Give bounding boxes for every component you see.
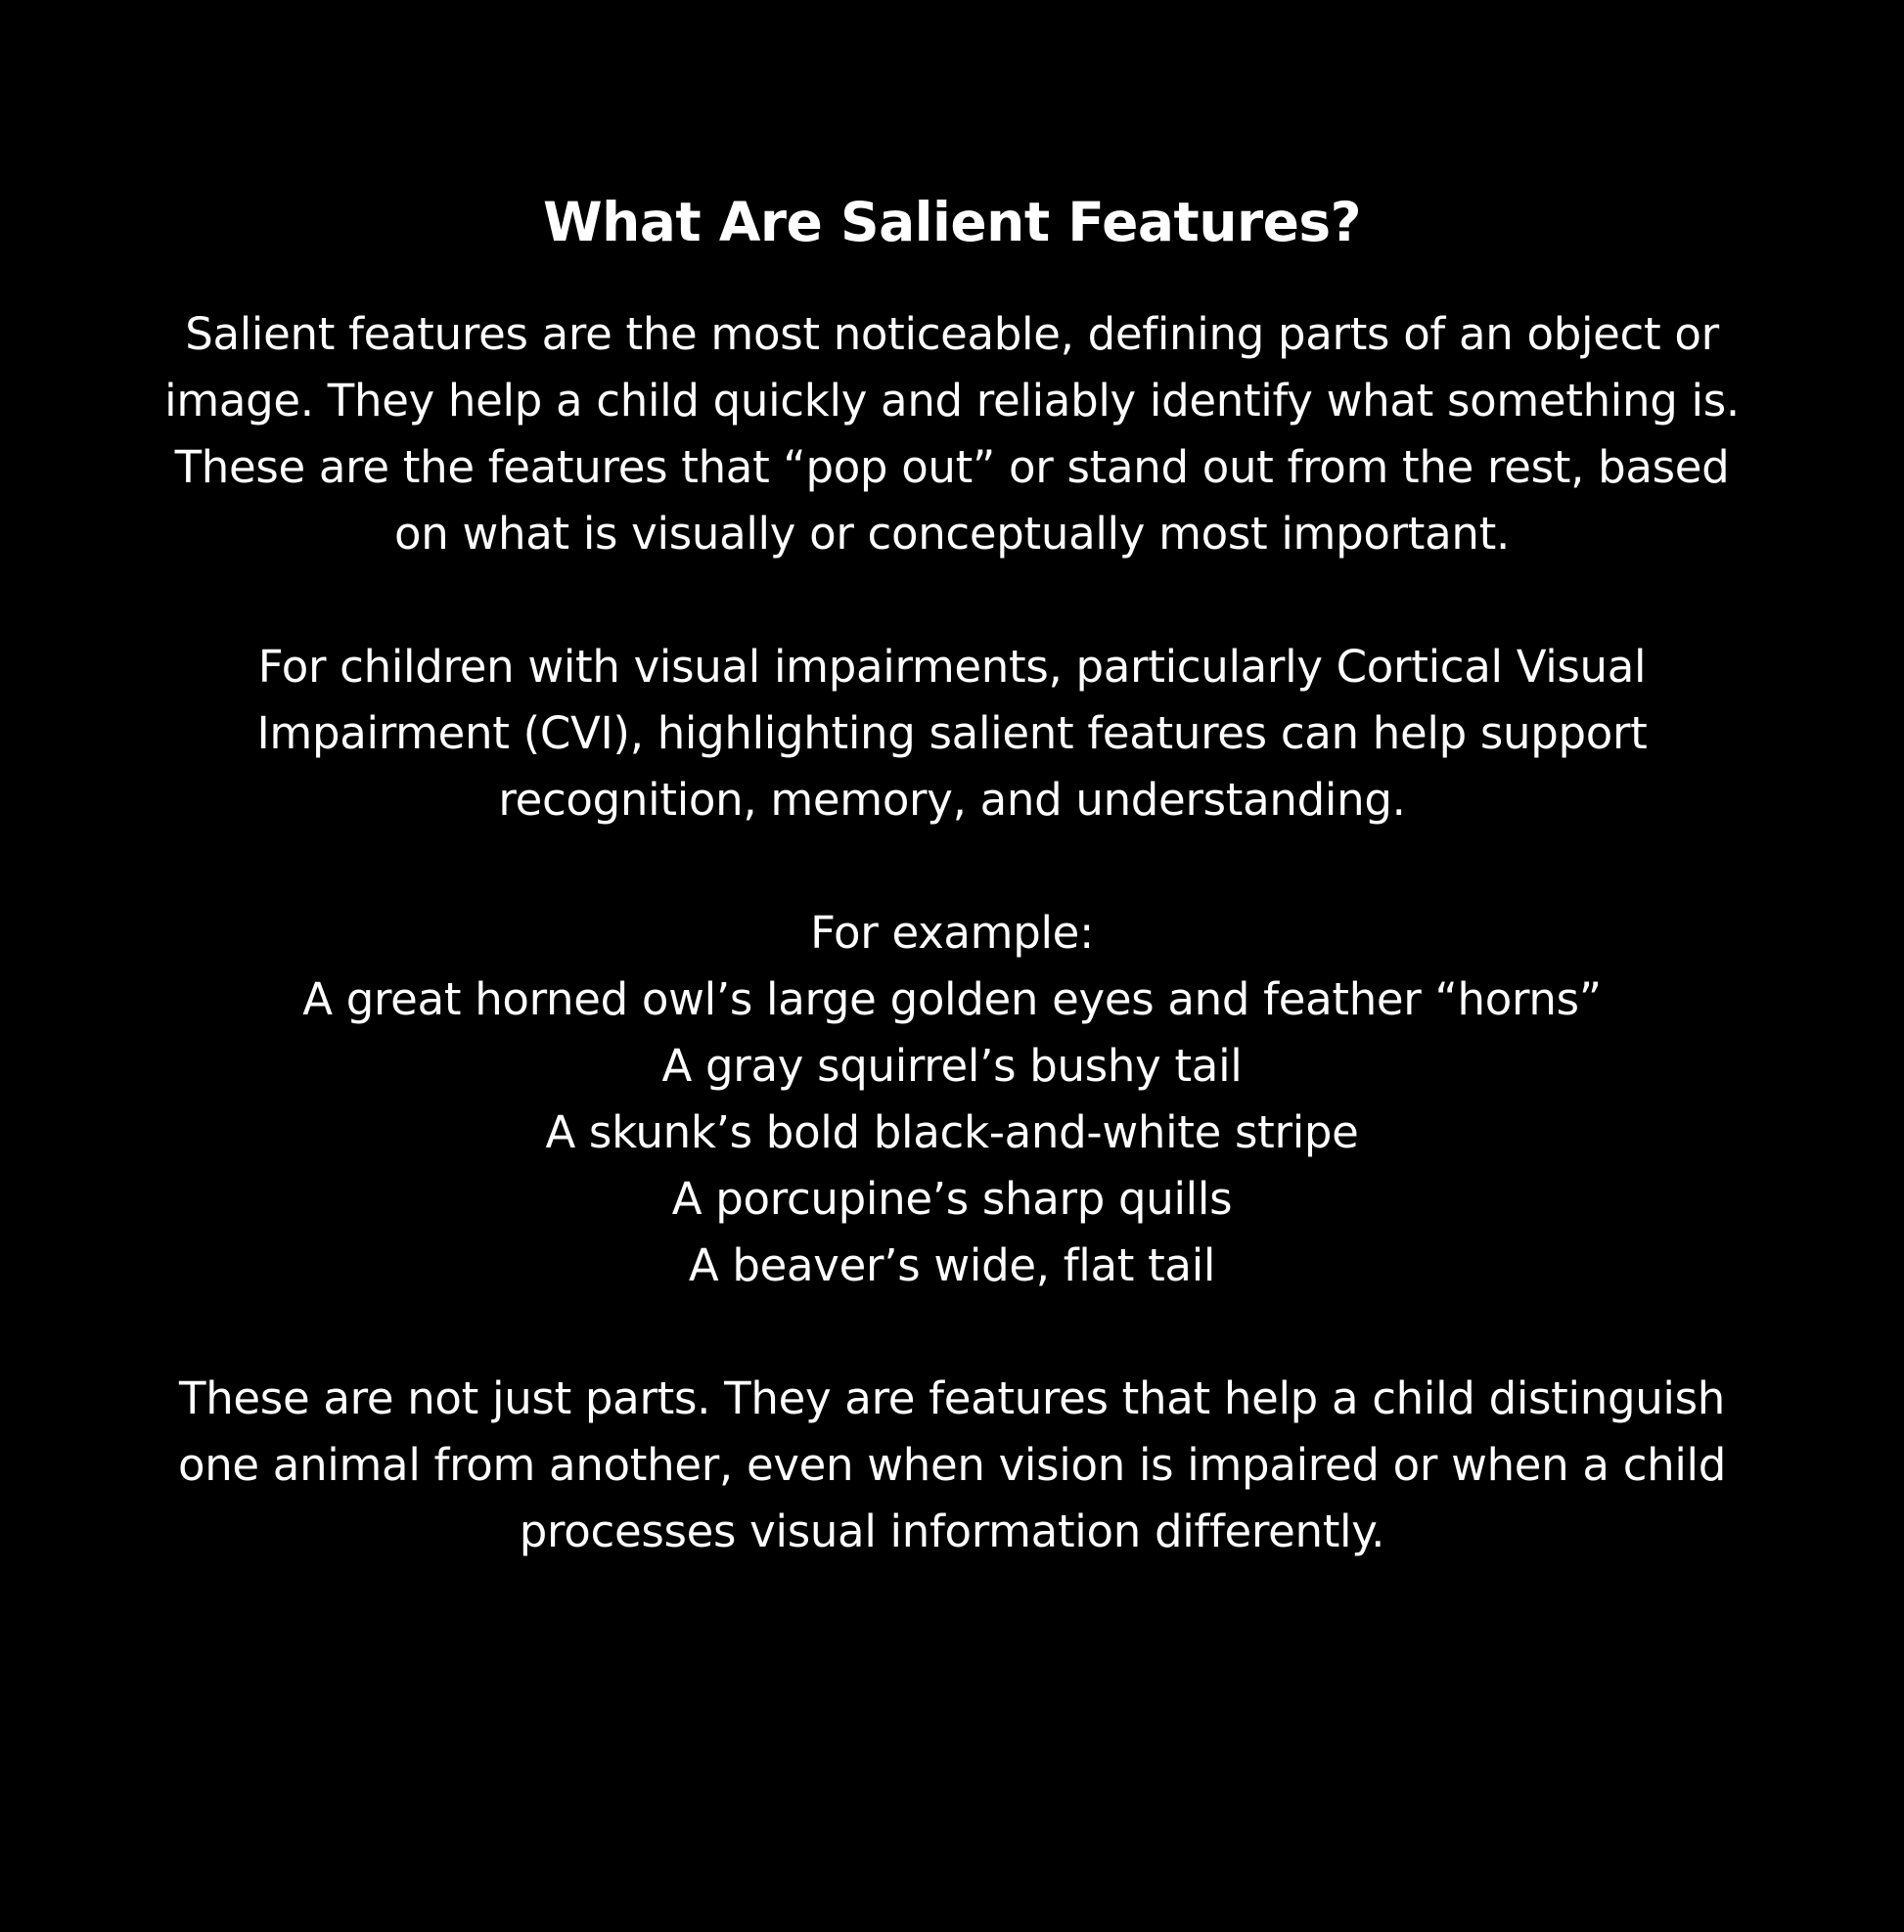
example-item: A great horned owl’s large golden eyes and feather “horns” xyxy=(302,973,1602,1025)
example-item: A gray squirrel’s bushy tail xyxy=(661,1040,1243,1092)
closing-paragraph: These are not just parts. They are features that help a child distinguish one animal from another, even when vision is impaired or when a child processes visual information differently. xyxy=(177,1372,1727,1557)
example-item: A beaver’s wide, flat tail xyxy=(688,1239,1216,1291)
examples-intro: For example: xyxy=(810,907,1094,959)
page-title: What Are Salient Features? xyxy=(542,191,1362,253)
content-block xyxy=(147,182,1757,1565)
example-item: A porcupine’s sharp quills xyxy=(671,1173,1233,1225)
example-item: A skunk’s bold black-and-white stripe xyxy=(545,1106,1359,1158)
definition-paragraph: Salient features are the most noticeable, defining parts of an object or image. They help a child quickly and reliably identify what something is. These are the features that “pop out” or stand out from the rest, based on what is visually or conceptually most important. xyxy=(164,308,1740,560)
cvi-paragraph: For children with visual impairments, particularly Cortical Visual Impairment (CVI), highlighting salient features can help support recognition, memory, and understanding. xyxy=(256,641,1648,826)
examples-section xyxy=(147,900,1757,1299)
examples-list xyxy=(147,966,1757,1299)
